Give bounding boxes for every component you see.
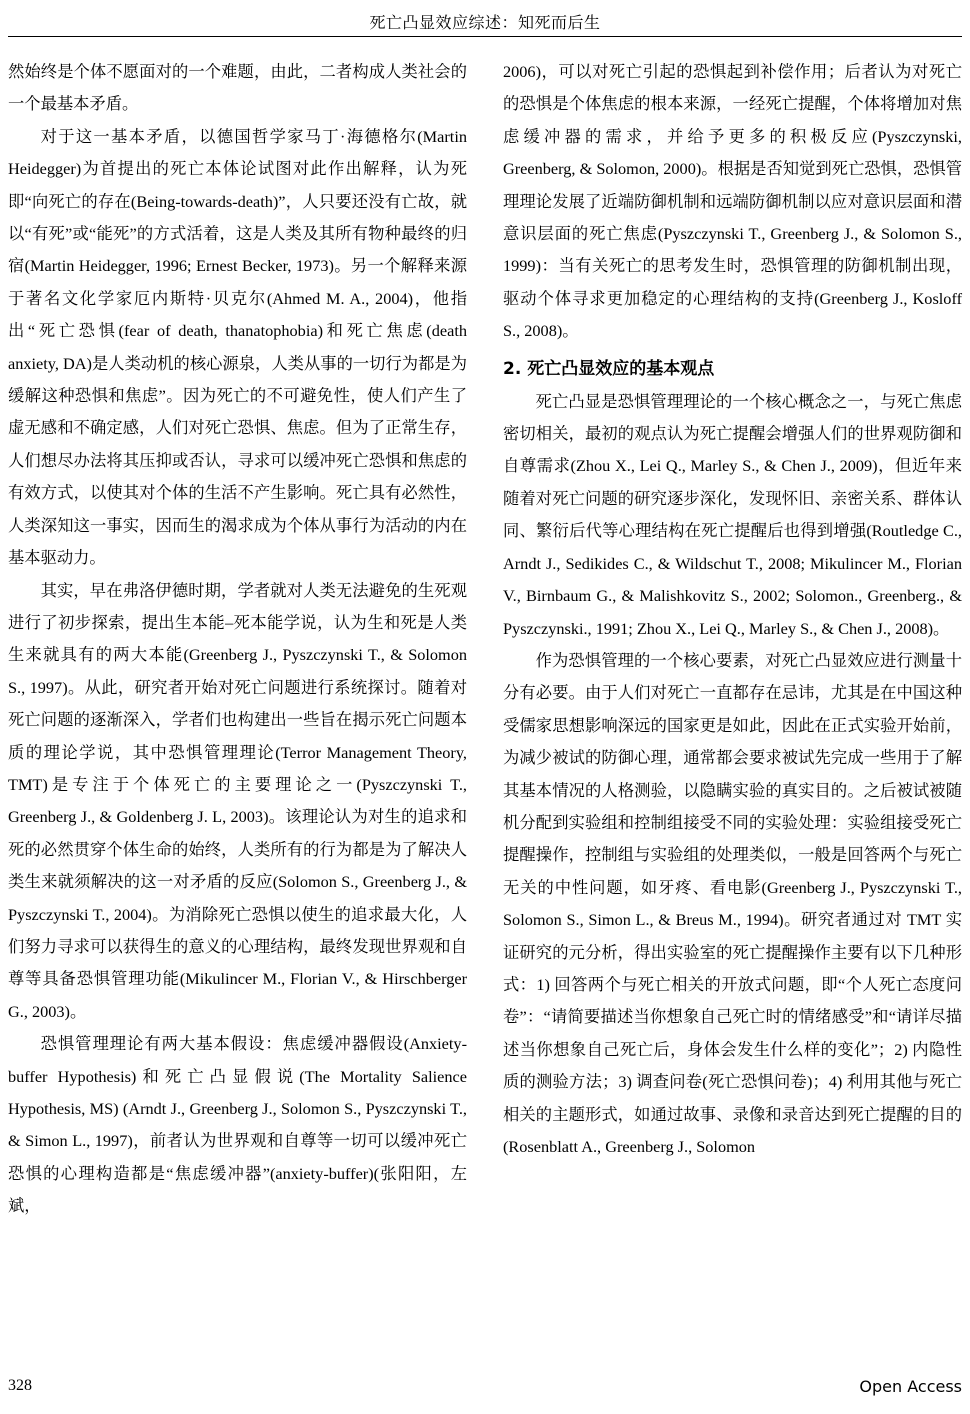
- running-head: 死亡凸显效应综述：知死而后生: [369, 13, 601, 32]
- paragraph: 2006)，可以对死亡引起的恐惧起到补偿作用；后者认为对死亡的恐惧是个体焦虑的根本来源，一经死亡提醒，个体将增加对焦虑缓冲器的需求，并给予更多的积极反应(Pyszczynski, Greenberg, & Solomon, 2000)。根据是否知觉到死亡恐惧，恐惧管理理论发展了近端防御机制和远端防御机制以应对意识层面和潜意识层面的死亡焦虑(Pyszczynski T., Greenberg J., & Solomon S., 1999)：当有关死亡的思考发生时，恐惧管理的防御机制出现，驱动个体寻求更加稳定的心理结构的支持(Greenberg J., Kosloff S., 2008)。: [503, 62, 962, 341]
- page-footer: [8, 1377, 962, 1396]
- open-access-label: Open Access: [859, 1377, 962, 1396]
- header-divider: [8, 36, 962, 37]
- paragraph: 死亡凸显是恐惧管理理论的一个核心概念之一，与死亡焦虑密切相关，最初的观点认为死亡提醒会增强人们的世界观防御和自尊需求(Zhou X., Lei Q., Marley S., & Chen J., 2009)，但近年来随着对死亡问题的研究逐步深化，发现怀旧、亲密关系、群体认同、繁衍后代等心理结构在死亡提醒后也得到增强(Routledge C., Arndt J., Sedikides C., & Wildschut T., 2008; Mikulincer M., Florian V., Birnbaum G., & Malishkovitz S., 2002; Solomon., Greenberg., & Pyszczynski., 1991; Zhou X., Lei Q., Marley S., & Chen J., 2008)。: [503, 391, 962, 638]
- paragraph: 恐惧管理理论有两大基本假设：焦虑缓冲器假设(Anxiety-buffer Hypothesis)和死亡凸显假说(The Mortality Salience Hypothesis, MS) (Arndt J., Greenberg J., Solomon S., Pyszczynski T., & Simon L., 1997)，前者认为世界观和自尊等一切可以缓冲死亡恐惧的心理构造都是“焦虑缓冲器”(anxiety-buffer)(张阳阳，左斌，: [8, 1034, 467, 1216]
- paragraph: 其实，早在弗洛伊德时期，学者就对人类无法避免的生死观进行了初步探索，提出生本能–死本能学说，认为生和死是人类生来就具有的两大本能(Greenberg J., Pyszczynski T., & Solomon S., 1997)。从此，研究者开始对死亡问题进行系统探讨。随着对死亡问题的逐渐深入，学者们也构建出一些旨在揭示死亡问题本质的理论学说，其中恐惧管理理论(Terror Management Theory, TMT)是专注于个体死亡的主要理论之一(Pyszczynski T., Greenberg J., & Goldenberg J. L, 2003)。该理论认为对生的追求和死的必然贯穿个体生命的始终，人类所有的行为都是为了解决人类生来就须解决的这一对矛盾的反应(Solomon S., Greenberg J., & Pyszczynski T., 2004)。为消除死亡恐惧以使生的追求最大化，人们努力寻求可以获得生的意义的心理结构，最终发现世界观和自尊等具备恐惧管理功能(Mikulincer M., Florian V., & Hirschberger G., 2003)。: [8, 580, 467, 1021]
- left-column: [8, 56, 467, 1346]
- paragraph: 然始终是个体不愿面对的一个难题，由此，二者构成人类社会的一个最基本矛盾。: [8, 62, 467, 114]
- right-column: [503, 56, 962, 1346]
- paragraph: 对于这一基本矛盾，以德国哲学家马丁·海德格尔(Martin Heidegger)为首提出的死亡本体论试图对此作出解释，认为死即“向死亡的存在(Being-towards-death)”，人只要还没有亡故，就以“有死”或“能死”的方式活着，这是人类及其所有物种最终的归宿(Martin Heidegger, 1996; Ernest Becker, 1973)。另一个解释来源于著名文化学家厄内斯特·贝克尔(Ahmed M. A., 2004)，他指出“死亡恐惧(fear of death, thanatophobia)和死亡焦虑(death anxiety, DA)是人类动机的核心源泉，人类从事的一切行为都是为缓解这种恐惧和焦虑”。因为死亡的不可避免性，使人们产生了虚无感和不确定感，人们对死亡恐惧、焦虑。但为了正常生存，人们想尽办法将其压抑或否认，寻求可以缓冲死亡恐惧和焦虑的有效方式，以使其对个体的生活不产生影响。死亡具有必然性，人类深知这一事实，因而生的渴求成为个体从事行为活动的内在基本驱动力。: [8, 126, 467, 568]
- page-number: 328: [8, 1377, 32, 1394]
- section-heading: 2. 死亡凸显效应的基本观点: [503, 358, 715, 379]
- paragraph: 作为恐惧管理的一个核心要素，对死亡凸显效应进行测量十分有必要。由于人们对死亡一直都存在忌讳，尤其是在中国这种受儒家思想影响深远的国家更是如此，因此在正式实验开始前，为减少被试的防御心理，通常都会要求被试先完成一些用于了解其基本情况的人格测验，以隐瞒实验的真实目的。之后被试被随机分配到实验组和控制组接受不同的实验处理：实验组接受死亡提醒操作，控制组与实验组的处理类似，一般是回答两个与死亡无关的中性问题，如牙疼、看电影(Greenberg J., Pyszczynski T., Solomon S., Simon L., & Breus M., 1994)。研究者通过对 TMT 实证研究的元分析，得出实验室的死亡提醒操作主要有以下几种形式：1) 回答两个与死亡相关的开放式问题，即“个人死亡态度问卷”：“请简要描述当你想象自己死亡时的情绪感受”和“请详尽描述当你想象自己死亡后，身体会发生什么样的变化”；2) 内隐性质的测验方法；3) 调查问卷(死亡恐惧问卷)；4) 利用其他与死亡相关的主题形式，如通过故事、录像和录音达到死亡提醒的目的(Rosenblatt A., Greenberg J., Solomon: [503, 650, 962, 1156]
- page-columns: [8, 56, 962, 1346]
